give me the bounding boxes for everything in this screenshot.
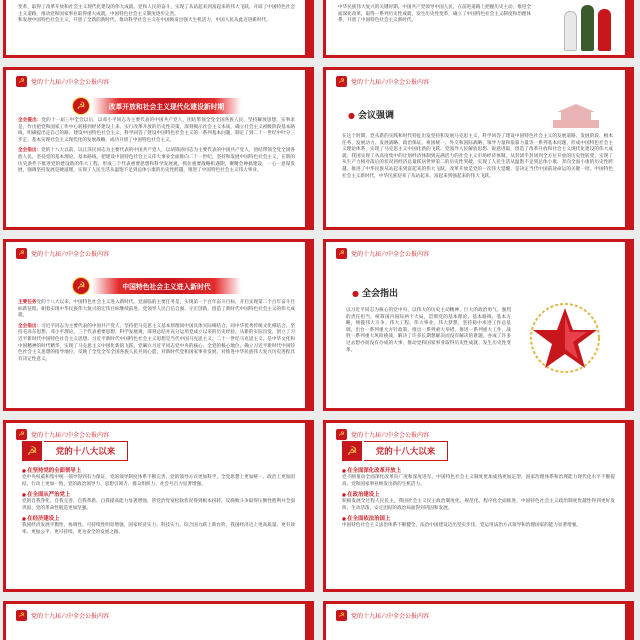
list-item: [22, 467, 295, 488]
party-emblem-icon: ☭: [336, 248, 347, 259]
slide-header-label: 党的十九届六中全会公报内容: [31, 79, 110, 86]
slide-header: [336, 76, 429, 87]
list-item-text: 党的自我净化、自我完善、自我革新、自我提高能力显著增强，管党治党宽松软状况得到根本扭转，反腐败斗争取得压倒性胜利并全面巩固，党的革命性锻造更加坚强。: [22, 499, 295, 511]
slide-plenum-summary[interactable]: [323, 239, 634, 411]
party-emblem-icon: ☭: [72, 97, 90, 115]
red-star-icon: [529, 302, 601, 374]
section-title-text: 全会指出: [361, 289, 398, 299]
slide-accent-bar: [305, 0, 311, 55]
list-item: [342, 467, 615, 488]
party-emblem-icon: ☭: [72, 277, 90, 295]
slide-reform-era[interactable]: [3, 67, 314, 230]
slide-banner: 中国特色社会主义进入新时代: [92, 278, 241, 294]
section-title-text: 会议强调: [357, 111, 394, 121]
lead-label: 全会提出：: [18, 118, 42, 123]
slide-header-label: 党的十九届六中全会公报内容: [351, 79, 430, 86]
lead-label: 全会指出：: [18, 148, 42, 154]
slide-accent-bar: [625, 0, 631, 55]
slide-meeting-emphasis[interactable]: [323, 67, 634, 230]
slide-header: [336, 610, 429, 621]
party-emblem-icon: ☭: [336, 429, 347, 440]
list-item-head: ■ 在全面从严治党上: [22, 491, 295, 499]
slide-header: [336, 248, 429, 259]
slide-new-era[interactable]: [3, 239, 314, 411]
slide-since-18th-a[interactable]: [3, 420, 314, 592]
party-emblem-icon: ☭: [336, 76, 347, 87]
slide-header: [16, 429, 109, 440]
paragraph-text: 党的十一届三中全会以后，以邓小平同志为主要代表的中国共产党人，团结带领全党全国各族人民，坚持解放思想、实事求是，作出把党和国家工作中心转移到经济建设上来、实行改革开放的历史性决策，深刻揭示社会主义本质，确立社会主义初级阶段基本路线，明确提出走自己的路、建设中国特色社会主义，科学回答了建设中国特色社会主义的一系列基本问题，制定了到二十一世纪中叶分三步走、基本实现社会主义现代化的发展战略，成功开创了中国特色社会主义。: [18, 118, 295, 143]
slide-paragraph: 中华民族伟大复兴的关键时期。中国共产党领导中国人民，在前进道路上把握历史主动，推进全面深化改革，取得一系列历史性成就，发生历史性变革，确立了中国特色社会主义制度和治理体系，开创了中国特色社会主义新时代。: [338, 5, 531, 24]
figures-illustration: [564, 5, 611, 51]
slide-accent-bar: [305, 604, 311, 640]
slide-accent-bar: [625, 604, 631, 640]
slide-paragraph: [18, 118, 295, 144]
slide-top-left[interactable]: [3, 0, 314, 58]
slide-header-label: 党的十九届六中全会公报内容: [31, 613, 110, 620]
list-item: [342, 515, 615, 530]
party-emblem-icon: ☭: [16, 76, 27, 87]
paragraph-text: 党的十八大以前，以江泽民同志为主要代表的中国共产党人，以胡锦涛同志为主要代表的中国共产党人，团结带领全党全国各族人民，坚持党的基本理论、基本路线，把建设中国特色社会主义伟大事业全面推向二十一世纪，坚持和发展中国特色社会主义，在新的历史条件下推进党的建设新的伟大工程，形成三个代表重要思想和科学发展观，抓住重要战略机遇期，聚精会神搞建设，一心一意谋发展，强调坚持发展是硬道理，实现了人民生活从温饱不足到总体小康的历史性跨越，推进了中国特色社会主义伟大事业。: [18, 148, 295, 174]
party-emblem-icon: ☭: [16, 248, 27, 259]
section-title: [352, 286, 398, 299]
slide-next-right[interactable]: [323, 601, 634, 640]
slide-accent-bar: [305, 242, 311, 408]
star-icon: ●: [352, 289, 359, 298]
list-item: [342, 491, 615, 512]
slide-accent-bar: [305, 70, 311, 227]
slide-header: [336, 429, 429, 440]
section-tab-label: 党的十八大以来: [44, 441, 128, 461]
list-item-head: ■ 在坚持党的全面领导上: [22, 467, 295, 475]
slide-paragraph: 以习近平同志为核心的党中央，以伟大的历史主动精神、巨大的政治勇气、强烈的责任担当，统筹国内国际两个大局，贯彻党的基本理论、基本路线、基本方略，统揽伟大斗争、伟大工程、伟大事业、伟大梦想，坚持稳中求进工作总基调，出台一系列重大方针政策，推出一系列重大举措，推进一系列重大工作，战胜一系列重大风险挑战，解决了许多长期想解决而没有解决的难题，办成了许多过去想办而没有办成的大事，推动党和国家事业取得历史性成就、发生历史性变革。: [346, 308, 511, 353]
hammer-sickle-icon: ☭: [22, 441, 42, 461]
list-item: [22, 515, 295, 536]
list-item-text: 积极发展全过程人民民主，我国社会主义民主政治制度化、规范化、程序化全面推进，中国特色社会主义政治制度优越性得到更好发挥，生动活泼、安定团结的政治局面得到巩固和发展。: [342, 499, 615, 511]
list-item-text: 中国特色社会主义法治体系不断健全，法治中国建设迈出坚实步伐，党运用法治方式领导和治理国家的能力显著增强。: [342, 523, 581, 529]
slide-accent-bar: [305, 423, 311, 589]
slide-paragraph: [18, 148, 295, 174]
list-item-head: ■ 在全面依法治国上: [342, 515, 615, 523]
lead-label: 主要任务: [18, 300, 37, 305]
slide-header: [16, 248, 109, 259]
slide-header-label: 党的十九届六中全会公报内容: [31, 251, 110, 258]
section-tab-label: 党的十八大以来: [364, 441, 448, 461]
list-item: [22, 491, 295, 512]
slide-header-label: 党的十九届六中全会公报内容: [351, 613, 430, 620]
list-item-head: ■ 在经济建设上: [22, 515, 295, 523]
slide-header-label: 党的十九届六中全会公报内容: [351, 432, 430, 439]
slide-paragraph: 和发展中国特色社会主义，开创了全新的新时代，推动科学社会主义在中国焕发出强大生机活力，中国人民从此迈进新时代。: [18, 18, 271, 24]
paragraph-text: 习近平同志为主要代表的中国共产党人，坚持把马克思主义基本原理同中国具体实际相结合、同中华优秀传统文化相结合，坚持毛泽东思想、邓小平理论、三个代表重要思想、科学发展观，深刻总结并充分运用党成立以来的历史经验，从新的实际出发，创立了习近平新时代中国特色社会主义思想。习近平新时代中国特色社会主义思想是当代中国马克思主义、二十一世纪马克思主义，是中华文化和中国精神的时代精华，实现了马克思主义中国化新的飞跃。党确立习近平同志党中央的核心、全党的核心地位，确立习近平新时代中国特色社会主义思想的指导地位，反映了全党全军全国各族人民共同心愿，对新时代党和国家事业发展、对推进中华民族伟大复兴历史进程具有决定性意义。: [18, 323, 295, 362]
slide-accent-bar: [625, 423, 631, 589]
star-icon: ●: [348, 111, 355, 120]
tiananmen-icon: [551, 102, 601, 128]
paragraph-text: 党的十八大以来，中国特色社会主义进入新时代。党面临的主要任务是，实现第一个百年奋斗目标，开启实现第二个百年奋斗目标新征程，朝着实现中华民族伟大复兴的宏伟目标继续前进。党领导人民自信自强、守正创新，创造了新时代中国特色社会主义的伟大成就。: [18, 300, 295, 319]
section-tab[interactable]: [342, 441, 448, 461]
section-title: [348, 108, 394, 121]
slide-header: [16, 610, 109, 621]
slide-next-left[interactable]: [3, 601, 314, 640]
party-emblem-icon: ☭: [16, 429, 27, 440]
achievement-list: [342, 467, 615, 530]
slide-since-18th-b[interactable]: [323, 420, 634, 592]
slide-banner: 改革开放和社会主义现代化建设新时期: [92, 98, 241, 114]
slide-header: [16, 76, 109, 87]
party-emblem-icon: ☭: [16, 610, 27, 621]
slide-header-label: 党的十九届六中全会公报内容: [31, 432, 110, 439]
slide-paragraph: [18, 300, 295, 320]
list-item-text: 我国经济发展平衡性、协调性、可持续性明显增强，国家经济实力、科技实力、综合国力跃上新台阶，我国经济迈上更高质量、更有效率、更加公平、更可持续、更为安全的发展之路。: [22, 523, 295, 535]
section-tab[interactable]: [22, 441, 128, 461]
slide-top-right[interactable]: [323, 0, 634, 58]
lead-label: 全会指出：: [18, 323, 42, 329]
achievement-list: [22, 467, 295, 537]
slide-accent-bar: [625, 70, 631, 227]
party-emblem-icon: ☭: [336, 610, 347, 621]
slide-accent-bar: [625, 242, 631, 408]
list-item-head: ■ 在全面深化改革开放上: [342, 467, 615, 475]
hammer-sickle-icon: ☭: [342, 441, 362, 461]
slide-paragraph: 变革，取得了改革开放和社会主义现代化建设的伟大成就。党和人民的奋斗，实现了从站起来到富起来的伟大飞跃，开辟了中国特色社会主义道路，推动党和国家事业取得重大成就，中国特色社会主义制度逐步完善。: [18, 5, 295, 17]
slide-header-label: 党的十九届六中全会公报内容: [351, 251, 430, 258]
list-item-text: 党中央权威和集中统一领导得到有力保证，党的领导制度体系不断完善，党的领导方式更加科学，全党思想上更加统一、政治上更加团结、行动上更加一致，党的政治领导力、思想引领力、群众组织力、社会号召力显著增强。: [22, 475, 295, 487]
list-item-text: 党不断推动全面深化改革向广度和深度进军，中国特色社会主义制度更加成熟更加定型，国家治理体系和治理能力现代化水平不断提高，党和国家事业焕发出新的生机活力。: [342, 475, 615, 487]
slide-paragraph: 在这个时期，党从新的实践和时代特征出发坚持和发展马克思主义，科学回答了建设中国特色社会主义的发展道路、发展阶段、根本任务、发展动力、发展战略、政治保证、祖国统一、外交和国际战略、领导力量和依靠力量等一系列基本问题，形成中国特色社会主义理论体系，实现了马克思主义中国化新的飞跃。党领导人民解放思想、锐意进取，创造了改革开放和社会主义现代化建设的伟大成就，我国实现了从高度集中的计划经济体制到充满活力的社会主义市场经济体制、从封闭半封闭到全方位开放的历史性转变，实现了从生产力相对落后的状况到经济总量跃居世界第二的历史性突破，实现了人民生活从温饱不足到总体小康、奔向全面小康的历史性跨越，推进了中华民族从站起来到富起来的伟大飞跃。改革开放是党的一次伟大觉醒，是决定当代中国前途命运的关键一招。中国特色社会主义新时代，中华民族迎来了从站起来、富起来到强起来的伟大飞跃。: [342, 134, 613, 179]
list-item-head: ■ 在政治建设上: [342, 491, 615, 499]
slide-paragraph: [18, 324, 295, 364]
